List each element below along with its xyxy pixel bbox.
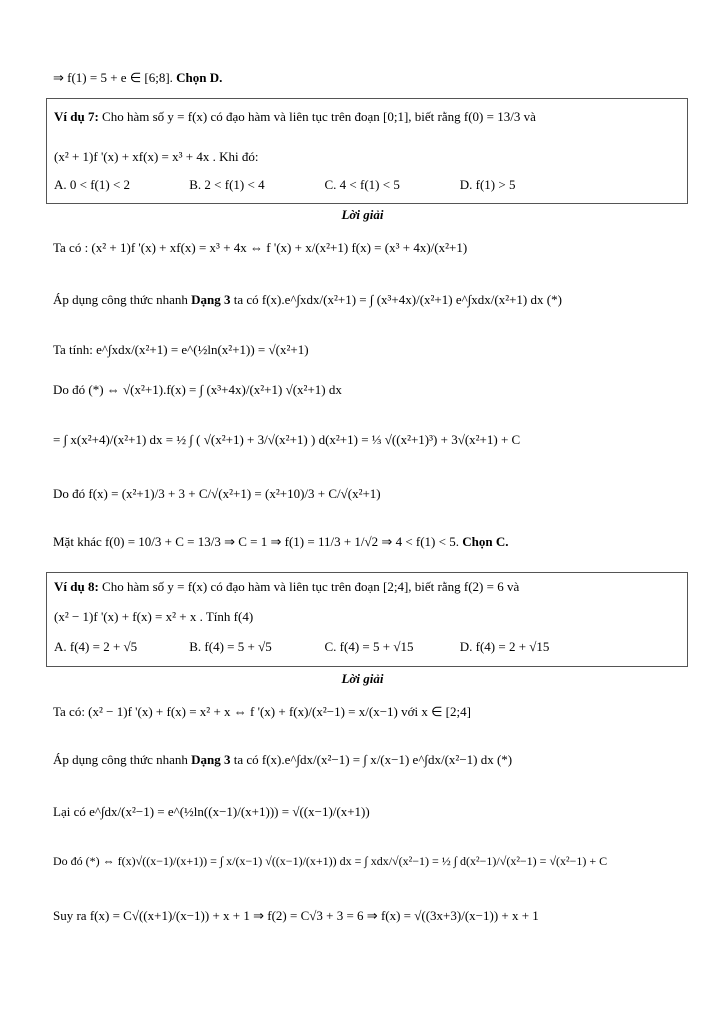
dang: Dạng 3 <box>191 292 231 307</box>
ex7-text1: Cho hàm số y = f(x) có đạo hàm và liên tục trên đoạn [0;1], biết rằng f(0) = 13/3 và <box>102 109 536 124</box>
ex8-option-b: B. f(4) = 5 + √5 <box>189 639 272 654</box>
ex7-label: Ví dụ 7: <box>54 109 99 124</box>
ex8-question <box>54 579 519 595</box>
ex7-option-d: D. f(1) > 5 <box>459 177 516 192</box>
solution-title-8: Lời giải <box>341 671 384 686</box>
ex8-option-a: A. f(4) = 2 + √5 <box>54 639 138 654</box>
sol7-line5: = ∫ x(x²+4)/(x²+1) dx = ½ ∫ ( √(x²+1) + 3/√(x²+1) ) d(x²+1) = ⅓ √((x²+1)³) + 3√(x²+1) + C <box>53 432 521 447</box>
sol7-line2 <box>53 292 562 308</box>
example-8-box <box>46 572 688 667</box>
ex8-text1: Cho hàm số y = f(x) có đạo hàm và liên tục trên đoạn [2;4], biết rằng f(2) = 6 và <box>102 579 520 594</box>
ex7-option-c: C. 4 < f(1) < 5 <box>324 177 400 192</box>
ex8-option-d: D. f(4) = 2 + √15 <box>459 639 550 654</box>
choice: Chọn D. <box>176 70 223 85</box>
ex7-text2: (x² + 1)f '(x) + xf(x) = x³ + 4x . Khi đó: <box>54 149 259 164</box>
ex8-options <box>54 639 674 655</box>
ex8-text2: (x² − 1)f '(x) + f(x) = x² + x . Tính f(4) <box>54 609 254 624</box>
sol8-line3: Lại có e^∫dx/(x²−1) = e^(½ln((x−1)/(x+1))) = √((x−1)/(x+1)) <box>53 804 370 819</box>
sol8-line2 <box>53 752 512 768</box>
example-7-box <box>46 98 688 204</box>
text: Mặt khác f(0) = 10/3 + C = 13/3 ⇒ C = 1 ⇒ f(1) = 11/3 + 1/√2 ⇒ 4 < f(1) < 5. <box>53 534 459 549</box>
ex7-option-a: A. 0 < f(1) < 2 <box>54 177 131 192</box>
ex7-question <box>54 109 536 125</box>
sol7-line1: Ta có : (x² + 1)f '(x) + xf(x) = x³ + 4x ⇔ f '(x) + x/(x²+1) f(x) = (x³ + 4x)/(x²+1) <box>53 240 468 255</box>
sol8-line4: Do đó (*) ⇔ f(x)√((x−1)/(x+1)) = ∫ x/(x−1) √((x−1)/(x+1)) dx = ∫ xdx/√(x²−1) = ½ ∫ d(x²−1)/√(x²−1) = √(x²−1) + C <box>53 854 608 868</box>
text: ta có f(x).e^∫dx/(x²−1) = ∫ x/(x−1) e^∫dx/(x²−1) dx (*) <box>233 752 513 767</box>
ex8-option-c: C. f(4) = 5 + √15 <box>324 639 414 654</box>
result-line-0 <box>53 70 222 86</box>
sol7-line4: Do đó (*) ⇔ √(x²+1).f(x) = ∫ (x³+4x)/(x²+1) √(x²+1) dx <box>53 382 342 397</box>
text: Áp dụng công thức nhanh <box>53 752 188 767</box>
ex8-label: Ví dụ 8: <box>54 579 99 594</box>
sol7-line3: Ta tính: e^∫xdx/(x²+1) = e^(½ln(x²+1)) = √(x²+1) <box>53 342 309 357</box>
sol7-line6: Do đó f(x) = (x²+1)/3 + 3 + C/√(x²+1) = (x²+10)/3 + C/√(x²+1) <box>53 486 381 501</box>
ex7-option-b: B. 2 < f(1) < 4 <box>189 177 265 192</box>
text: ta có f(x).e^∫xdx/(x²+1) = ∫ (x³+4x)/(x²+1) e^∫xdx/(x²+1) dx (*) <box>233 292 562 307</box>
solution-title-7: Lời giải <box>341 207 384 222</box>
sol8-line1: Ta có: (x² − 1)f '(x) + f(x) = x² + x ⇔ f '(x) + f(x)/(x²−1) = x/(x−1) với x ∈ [2;4] <box>53 704 471 719</box>
ex7-options <box>54 177 674 193</box>
text: ⇒ f(1) = 5 + e ∈ [6;8]. <box>53 70 173 85</box>
dang: Dạng 3 <box>191 752 231 767</box>
sol8-line5: Suy ra f(x) = C√((x+1)/(x−1)) + x + 1 ⇒ f(2) = C√3 + 3 = 6 ⇒ f(x) = √((3x+3)/(x−1)) + x + 1 <box>53 908 539 923</box>
choice: Chọn C. <box>462 534 509 549</box>
text: Áp dụng công thức nhanh <box>53 292 188 307</box>
sol7-line7 <box>53 534 508 550</box>
